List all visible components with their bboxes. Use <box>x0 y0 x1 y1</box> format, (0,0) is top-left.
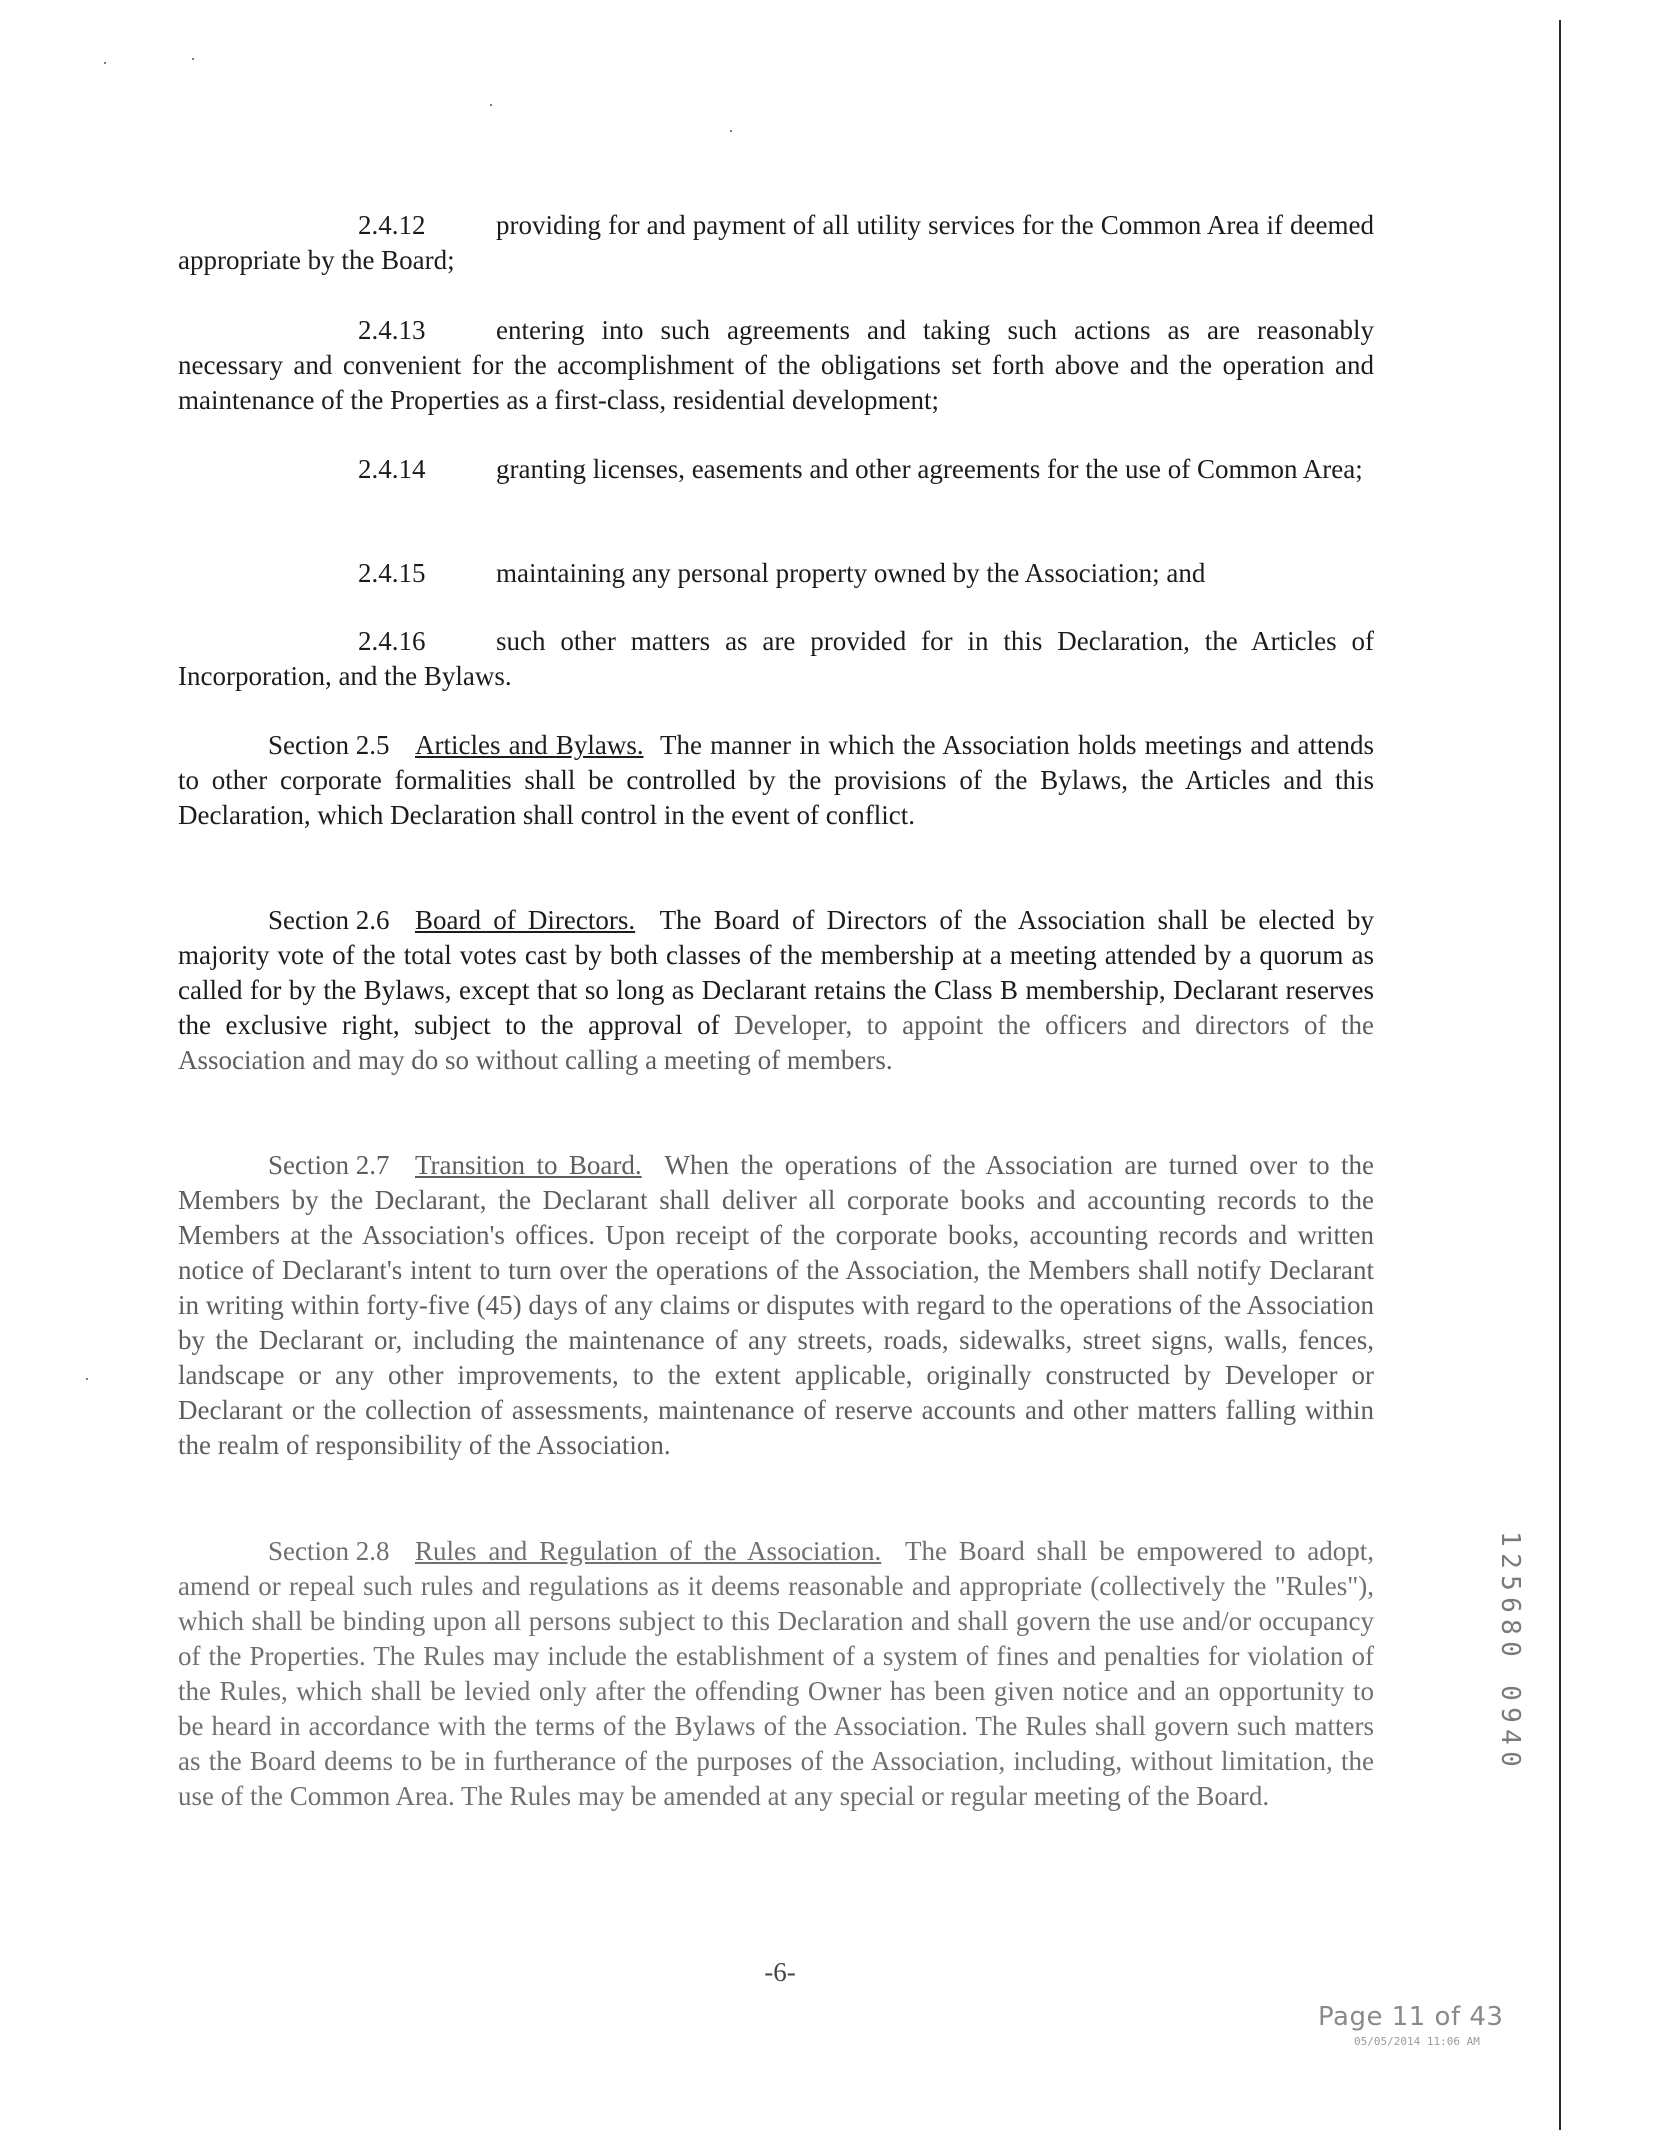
recording-stamp-char: 9 <box>1495 1707 1525 1723</box>
section-heading: Articles and Bylaws. <box>415 730 644 760</box>
section-heading: Transition to Board. <box>415 1150 642 1180</box>
recording-stamp <box>1495 1528 1525 1770</box>
section-2-5 <box>178 728 1374 833</box>
section-number: Section 2.7 <box>268 1150 390 1180</box>
section-text: The manner in which the Association holds meetings and attends to other corporate formalities shall be controlled by the provisions of the Bylaws, the Articles and this Declaration, which Declaration shall control in the event of conflict. <box>178 730 1374 830</box>
section-2-7 <box>178 1148 1374 1463</box>
recording-stamp-char: 5 <box>1495 1575 1525 1591</box>
section-heading: Rules and Regulation of the Association. <box>415 1536 882 1566</box>
scan-speck <box>86 1378 88 1380</box>
subsection-2-4-12 <box>178 208 1374 278</box>
footer-page-count: Page 11 of 43 <box>1318 2002 1504 2032</box>
scan-speck <box>104 62 106 64</box>
section-2-6 <box>178 903 1374 1078</box>
scan-edge-line <box>1559 20 1561 2130</box>
section-2-8 <box>178 1534 1374 1814</box>
recording-stamp-char: 0 <box>1495 1685 1525 1701</box>
recording-stamp-char: 6 <box>1495 1597 1525 1613</box>
recording-stamp-char: 0 <box>1495 1641 1525 1657</box>
section-number: Section 2.5 <box>268 730 390 760</box>
subsection-number: 2.4.15 <box>358 558 426 588</box>
section-text: When the operations of the Association are turned over to the Members by the Declarant, the Declarant shall deliver all corporate books and accounting records to the Members at the Association's offices. Upon receipt of the corporate books, accounting records and written notice of Declarant's intent to turn over the operations of the Association, the Members shall notify Declarant in writing within forty-five (45) days of any claims or disputes with regard to the operations of the Association by the Declarant or, including the maintenance of any streets, roads, sidewalks, street signs, walls, fences, landscape or any other improvements, to the extent applicable, originally constructed by Developer or Declarant or the collection of assessments, maintenance of reserve accounts and other matters falling within the realm of responsibility of the Association. <box>178 1150 1375 1460</box>
subsection-text: providing for and payment of all utility services for the Common Area if deemed appropriate by the Board; <box>178 210 1374 275</box>
section-text-faded: Developer, to appoint the officers and directors of the Association and may do so without calling a meeting of members. <box>178 1010 1375 1075</box>
subsection-number: 2.4.16 <box>358 626 426 656</box>
scan-speck <box>192 58 194 60</box>
recording-stamp-char: 0 <box>1495 1751 1525 1767</box>
subsection-2-4-14 <box>178 452 1374 487</box>
subsection-number: 2.4.14 <box>358 454 426 484</box>
subsection-text: entering into such agreements and taking such actions as are reasonably necessary and convenient for the accomplishment of the obligations set forth above and the operation and maintenance of the Properties as a first-class, residential development; <box>178 315 1374 415</box>
scan-speck <box>490 104 492 106</box>
subsection-number: 2.4.13 <box>358 315 426 345</box>
subsection-2-4-15 <box>178 556 1374 591</box>
subsection-text: maintaining any personal property owned by the Association; and <box>496 558 1206 588</box>
recording-stamp-text <box>1495 1528 1525 1770</box>
section-heading: Board of Directors. <box>415 905 636 935</box>
subsection-number: 2.4.12 <box>358 210 426 240</box>
section-text: The Board of Directors of the Association shall be elected by majority vote of the total votes cast by both classes of the membership at a meeting attended by a quorum as called for by the Bylaws, except that so long as Declarant retains the Class B membership, Declarant reserves the exclusive right, subject to the approval of <box>178 905 1375 1040</box>
section-number: Section 2.8 <box>268 1536 390 1566</box>
recording-stamp-char: 2 <box>1495 1553 1525 1569</box>
recording-stamp-char: 1 <box>1495 1531 1525 1547</box>
page-number: -6- <box>764 1957 796 1987</box>
subsection-2-4-13 <box>178 313 1374 418</box>
section-text: The Board shall be empowered to adopt, amend or repeal such rules and regulations as it deems reasonable and appropriate (collectively the "Rules"), which shall be binding upon all persons subject to this Declaration and shall govern the use and/or occupancy of the Properties. The Rules may include the establishment of a system of fines and penalties for violation of the Rules, which shall be levied only after the offending Owner has been given notice and an opportunity to be heard in accordance with the terms of the Bylaws of the Association. The Rules shall govern such matters as the Board deems to be in furtherance of the purposes of the Association, including, without limitation, the use of the Common Area. The Rules may be amended at any special or regular meeting of the Board. <box>178 1536 1374 1811</box>
footer-timestamp: 05/05/2014 11:06 AM <box>1354 2035 1480 2048</box>
section-number: Section 2.6 <box>268 905 390 935</box>
subsection-text: granting licenses, easements and other agreements for the use of Common Area; <box>496 454 1363 484</box>
recording-stamp-char: 8 <box>1495 1619 1525 1635</box>
scan-speck <box>730 130 732 132</box>
subsection-2-4-16 <box>178 624 1374 694</box>
subsection-text: such other matters as are provided for in this Declaration, the Articles of Incorporation, and the Bylaws. <box>178 626 1374 691</box>
recording-stamp-char: 4 <box>1495 1729 1525 1745</box>
